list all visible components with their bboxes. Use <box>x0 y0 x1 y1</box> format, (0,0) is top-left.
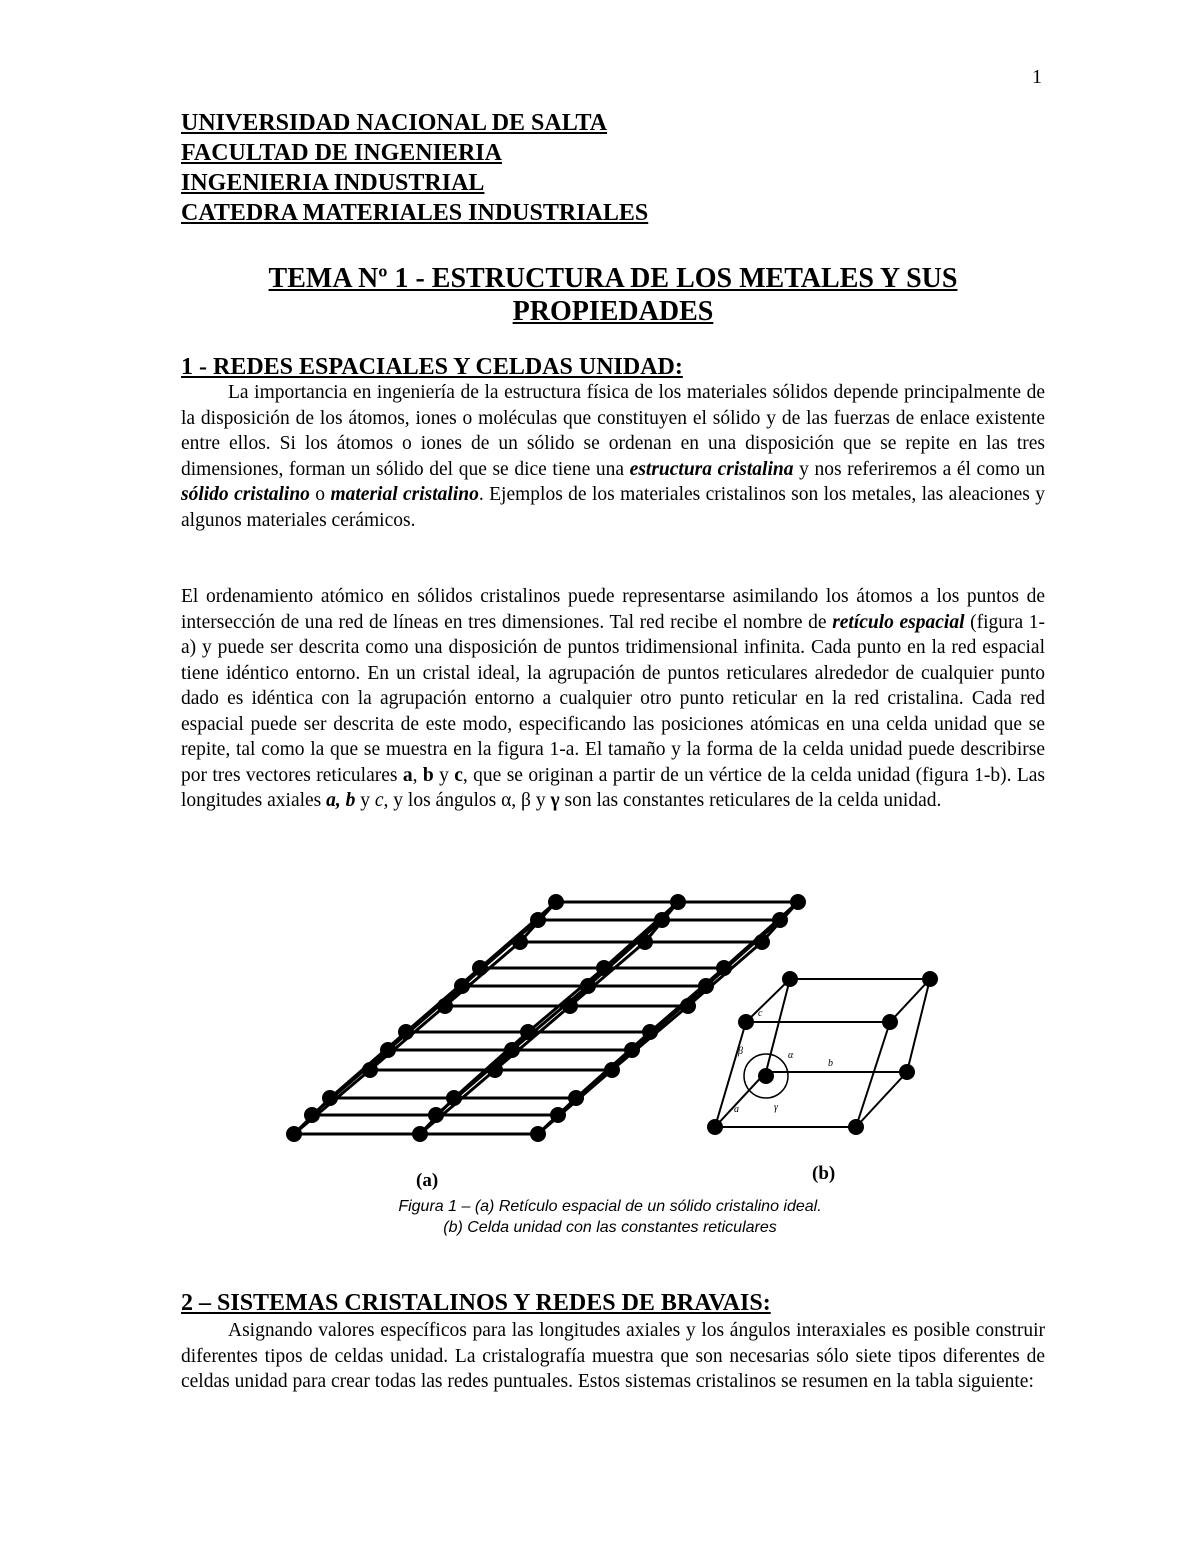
figure-mark <box>790 894 806 910</box>
figure-label-b: (b) <box>812 1163 836 1184</box>
caption-line-1: Figura 1 – (a) Retículo espacial de un sólido cristalino ideal. <box>398 1198 822 1215</box>
figure-mark <box>550 1107 566 1123</box>
figure-mark <box>716 960 732 976</box>
vector-c: c <box>454 764 463 786</box>
figure-mark <box>782 971 798 987</box>
gamma-symbol: γ <box>550 790 560 811</box>
text-run: , <box>412 764 423 786</box>
section-1-paragraph-2 <box>181 584 1045 814</box>
section-2-heading: 2 – SISTEMAS CRISTALINOS Y REDES DE BRAVAIS: <box>181 1290 771 1316</box>
term-estructura-cristalina: estructura cristalina <box>629 458 794 480</box>
page-number: 1 <box>1032 66 1042 88</box>
figure-mark <box>454 978 470 994</box>
text-run: (figura 1-a) y puede ser descrita como una disposición de puntos tridimensional infinita. Cada punto en la red espacial tiene idéntico entorno. En un cristal ideal, la agrupación de puntos reticulares alrededor de cualquier punto dado es idéntica con la agrupación entorno a cualquier otro punto reticular en la red cristalina. Cada red espacial puede ser descrita de este modo, especificando las posiciones atómicas en una celda unidad que se repite, tal como la que se muestra en la figura 1-a. El tamaño y la forma de la celda unidad puede describirse por tres vectores reticulares <box>181 611 1045 786</box>
figure-mark <box>568 1090 584 1106</box>
figure-mark <box>548 894 564 910</box>
figure-mark <box>580 978 596 994</box>
figure-mark <box>562 998 578 1014</box>
text-run: , que se originan a partir de un vértice de la celda unidad (figura 1-b). Las longitudes axiales <box>181 764 1045 811</box>
figure-mark <box>707 1119 723 1135</box>
term-material-cristalino: material cristalino <box>330 484 479 505</box>
text-run: y <box>355 790 375 811</box>
figure-mark <box>772 912 788 928</box>
figure-mark <box>487 1062 503 1078</box>
figure-mark <box>754 934 770 950</box>
figure-mark <box>512 934 528 950</box>
vector-a-label: a <box>734 1104 739 1115</box>
institution-header <box>181 108 648 228</box>
figure-mark <box>596 960 612 976</box>
figure-mark <box>907 979 930 1072</box>
vector-b: b <box>422 764 434 786</box>
term-reticulo-espacial: retículo espacial <box>832 611 965 633</box>
figure-mark <box>642 1024 658 1040</box>
figure-mark <box>670 894 686 910</box>
vector-b-label: b <box>828 1058 833 1069</box>
text-run: El ordenamiento atómico en sólidos cristalinos puede representarse asimilando los átomos a los puntos de intersección de una red de líneas en tres dimensiones. Tal red recibe el nombre de <box>181 586 1045 633</box>
title-line-2: PROPIEDADES <box>512 296 714 327</box>
angle-beta-label: β <box>738 1046 743 1057</box>
unit-cell-diagram <box>715 979 930 1127</box>
figure-mark <box>758 1068 774 1084</box>
figure-mark <box>520 1024 536 1040</box>
header-career: INGENIERIA INDUSTRIAL <box>181 170 485 196</box>
figure-mark <box>504 1042 520 1058</box>
vector-c-label: c <box>758 1008 763 1019</box>
figure-mark <box>398 1024 414 1040</box>
figure-mark <box>848 1119 864 1135</box>
figure-mark <box>746 979 930 1022</box>
angle-gamma-label: γ <box>774 1102 778 1113</box>
figure-mark <box>624 1042 640 1058</box>
text-run: o <box>309 484 331 505</box>
figure-mark <box>882 1014 898 1030</box>
figure-mark <box>637 934 653 950</box>
figure-mark <box>472 960 488 976</box>
figure-mark <box>322 1090 338 1106</box>
vector-a: a <box>402 764 413 786</box>
caption-line-2: (b) Celda unidad con las constantes reticulares <box>443 1219 777 1236</box>
header-faculty: FACULTAD DE INGENIERIA <box>181 140 502 166</box>
figure-mark <box>698 978 714 994</box>
figure-mark <box>428 1107 444 1123</box>
text-run: . Ejemplos de los materiales cristalinos son los metales, las aleaciones y algunos materiales cerámicos. <box>181 484 1046 531</box>
header-chair: CATEDRA MATERIALES INDUSTRIALES <box>181 200 649 226</box>
text-run: y <box>433 764 455 786</box>
figure-mark <box>446 1090 462 1106</box>
length-b: b <box>345 790 356 811</box>
figure-mark <box>437 998 453 1014</box>
figure-mark <box>856 1022 890 1127</box>
figure-mark <box>680 998 696 1014</box>
header-university: UNIVERSIDAD NACIONAL DE SALTA <box>181 110 608 136</box>
document-title <box>181 262 1045 328</box>
figure-mark <box>530 912 546 928</box>
figure-label-a: (a) <box>416 1170 439 1191</box>
figure-mark <box>380 1042 396 1058</box>
figure-mark <box>899 1064 915 1080</box>
figure-mark <box>362 1062 378 1078</box>
length-c: c <box>374 790 384 811</box>
section-1-heading: 1 - REDES ESPACIALES Y CELDAS UNIDAD: <box>181 354 683 380</box>
length-a: a, <box>326 790 341 811</box>
text-run: y nos referiremos a él como un <box>793 458 1045 480</box>
figure-1 <box>270 880 950 1160</box>
section-1-paragraph-1 <box>181 380 1045 533</box>
figure-caption <box>300 1196 920 1238</box>
figure-mark <box>286 1126 302 1142</box>
text-run: La importancia en ingeniería de la estructura física de los materiales sólidos depende principalmente de la disposición de los átomos, iones o moléculas que constituyen el sólido y de las fuerzas de enlace existente entre ellos. Si los átomos o iones de un sólido se ordenan en una disposición que se repite en las tres dimensiones, forman un sólido del que se dice tiene una <box>181 382 1045 480</box>
section-2-paragraph-1: Asignando valores específicos para las longitudes axiales y los ángulos interaxiales es posible construir diferentes tipos de celdas unidad. La cristalografía muestra que son necesarias sólo siete tipos diferentes de celdas unidad para crear todas las redes puntuales. Estos sistemas cristalinos se resumen en la tabla siguiente: <box>181 1320 1045 1392</box>
figure-mark <box>304 1107 320 1123</box>
text-run: son las constantes reticulares de la celda unidad. <box>559 790 942 811</box>
figure-mark <box>530 1126 546 1142</box>
figure-mark <box>604 1062 620 1078</box>
figure-mark <box>654 912 670 928</box>
figure-mark <box>738 1014 754 1030</box>
term-solido-cristalino: sólido cristalino <box>181 484 310 505</box>
figure-mark <box>922 971 938 987</box>
title-line-1: TEMA Nº 1 - ESTRUCTURA DE LOS METALES Y SUS <box>268 263 958 294</box>
angle-alpha-label: α <box>788 1050 794 1061</box>
figure-mark <box>412 1126 428 1142</box>
text-run: , y los ángulos α, β y <box>383 790 551 811</box>
